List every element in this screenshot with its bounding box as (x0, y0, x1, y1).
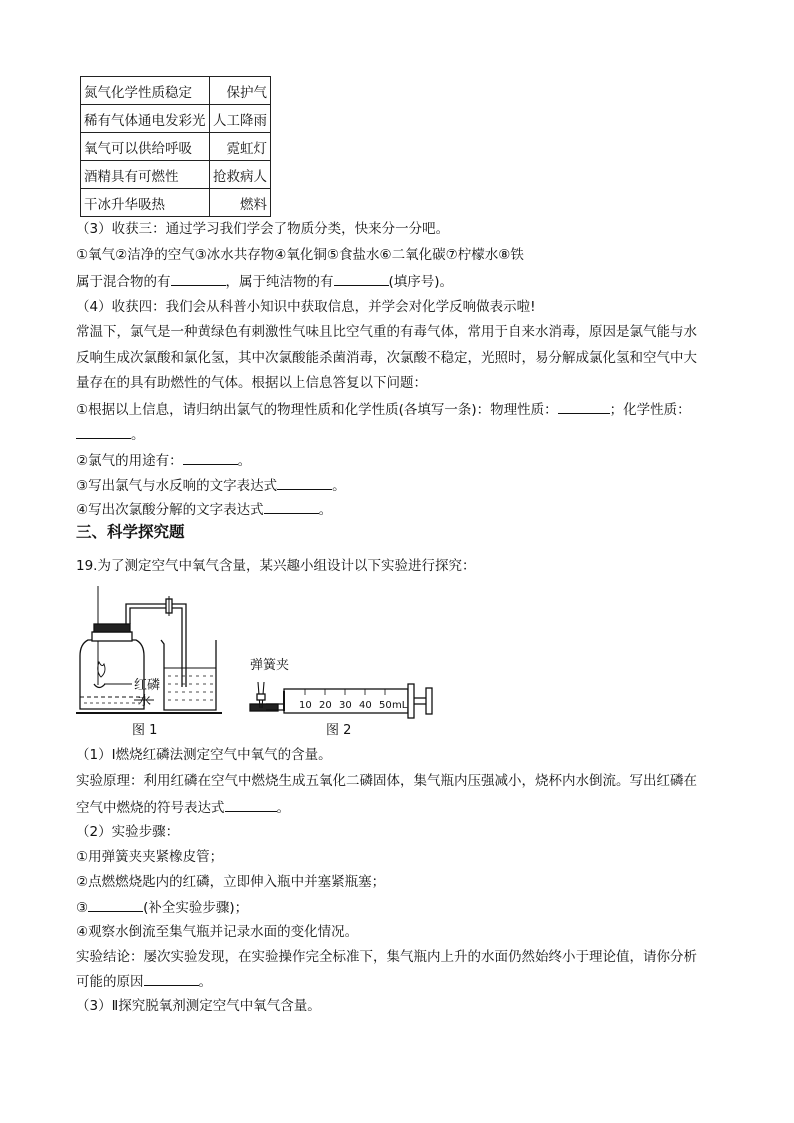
q4-paragraph-line: 常温下，氯气是一种黄绿色有刺激性气味且比空气重的有毒气体，常用于自来水消毒，原因是氯气能与水 (76, 324, 697, 340)
q4-sub4-end: 。 (318, 502, 333, 518)
table-cell-use: 燃料 (210, 189, 271, 217)
q19-part1-line2 (76, 797, 290, 818)
label-spring-clip: 弹簧夹 (250, 658, 290, 673)
q3-mix-prefix: 属于混合物的有 (76, 274, 171, 290)
answer-blank[interactable] (264, 499, 319, 514)
q19-part1-line2-end: 。 (276, 800, 290, 816)
q3-heading: （3）收获三：通过学习我们学会了物质分类，快来分一分吧。 (76, 221, 450, 237)
q4-sub1-mid: ；化学性质： (609, 402, 691, 418)
table-row (81, 133, 271, 161)
section-title: 三、科学探究题 (76, 523, 185, 541)
q3-mix-suffix: (填序号)。 (388, 274, 454, 290)
table-cell-use: 抢救病人 (210, 161, 271, 189)
q4-sub2-end: 。 (237, 453, 252, 469)
answer-blank[interactable] (76, 424, 131, 439)
q19-step3-prefix: ③ (76, 900, 89, 916)
table-cell-property: 干冰升华吸热 (81, 189, 210, 217)
q19-step3-suffix: (补全实验步骤)； (143, 900, 249, 916)
q19-intro: 19.为了测定空气中氧气含量，某兴趣小组设计以下实验进行探究： (76, 558, 476, 574)
table-row (81, 189, 271, 217)
scale-tick-label: 30 (339, 700, 352, 711)
q19-conclusion-line2-end: 。 (198, 974, 212, 990)
scale-tick-label: 50 (379, 700, 392, 711)
q19-conclusion-line2 (76, 971, 212, 992)
table-row (81, 105, 271, 133)
q19-part1-heading: （1）Ⅰ燃烧红磷法测定空气中氧气的含量。 (76, 747, 332, 763)
q4-paragraph-line: 量存在的具有助燃性的气体。根据以上信息答复以下问题： (76, 375, 427, 391)
figure-2-caption: 图 2 (326, 723, 352, 738)
q19-step4: ④观察水倒流至集气瓶并记录水面的变化情况。 (76, 924, 359, 940)
answer-blank[interactable] (334, 271, 389, 286)
q4-sub1 (76, 399, 691, 420)
answer-blank[interactable] (88, 897, 143, 912)
q4-sub4 (76, 499, 332, 520)
q4-sub1-end: 。 (131, 427, 145, 443)
q4-sub1-prefix: ①根据以上信息，请归纳出氯气的物理性质和化学性质(各填写一条)：物理性质： (76, 402, 558, 418)
figure-1-caption: 图 1 (132, 723, 158, 738)
table-cell-use: 人工降雨 (210, 105, 271, 133)
q4-sub3 (76, 475, 346, 496)
answer-blank[interactable] (558, 399, 610, 414)
scale-tick-label: 10 (299, 700, 312, 711)
q19-part3-heading: （3）Ⅱ探究脱氧剂测定空气中氧气含量。 (76, 998, 321, 1014)
q4-sub2-prefix: ②氯气的用途有： (76, 453, 183, 469)
q4-sub4-prefix: ④写出次氯酸分解的文字表达式 (76, 502, 264, 518)
table-cell-property: 酒精具有可燃性 (81, 161, 210, 189)
table-cell-use: 霓虹灯 (210, 133, 271, 161)
q3-items: ①氧气②洁净的空气③冰水共存物④氧化铜⑤食盐水⑥二氧化碳⑦柠檬水⑧铁 (76, 247, 524, 263)
table-cell-property: 氧气可以供给呼吸 (81, 133, 210, 161)
matching-table (80, 76, 271, 217)
q19-part2-heading: （2）实验步骤： (76, 824, 180, 840)
q3-answer-line (76, 271, 453, 292)
q19-step1: ①用弹簧夹夹紧橡皮管； (76, 849, 224, 865)
q3-mix-mid: ，属于纯洁物的有 (225, 274, 334, 290)
scale-tick-label: 40 (359, 700, 372, 711)
label-water: 水 (138, 694, 152, 709)
table-row (81, 77, 271, 105)
scale-tick-label: 20 (319, 700, 332, 711)
q19-step3 (76, 897, 248, 918)
table-cell-property: 稀有气体通电发彩光 (81, 105, 210, 133)
q4-heading: （4）收获四：我们会从科普小知识中获取信息，并学会对化学反响做表示啦! (76, 299, 536, 315)
table-row (81, 161, 271, 189)
q4-paragraph-line: 反响生成次氯酸和氯化氢，其中次氯酸能杀菌消毒，次氯酸不稳定，光照时，易分解成氯化氢和空气中大 (76, 350, 697, 366)
experiment-figure (74, 582, 444, 740)
answer-blank[interactable] (277, 475, 332, 490)
q4-sub1-cont (76, 424, 145, 445)
q4-sub3-prefix: ③写出氯气与水反响的文字表达式 (76, 478, 278, 494)
answer-blank[interactable] (171, 271, 226, 286)
q4-sub2 (76, 450, 251, 471)
scale-unit: mL (392, 700, 408, 711)
table-cell-use: 保护气 (210, 77, 271, 105)
answer-blank[interactable] (183, 450, 238, 465)
q4-sub3-end: 。 (332, 478, 346, 494)
q19-part1-line: 实验原理：利用红磷在空气中燃烧生成五氧化二磷固体，集气瓶内压强减小，烧杯内水倒流。写出红磷在 (76, 773, 697, 789)
answer-blank[interactable] (225, 797, 277, 812)
q19-step2: ②点燃燃烧匙内的红磷，立即伸入瓶中并塞紧瓶塞； (76, 874, 386, 890)
q19-conclusion: 实验结论：屡次实验发现，在实验操作完全标准下，集气瓶内上升的水面仍然始终小于理论值，请你分析 (76, 949, 697, 965)
q19-conclusion-line2-text: 可能的原因 (76, 974, 144, 990)
table-cell-property: 氮气化学性质稳定 (81, 77, 210, 105)
label-red-phosphorus: 红磷 (134, 678, 161, 693)
q19-part1-line2-text: 空气中燃烧的符号表达式 (76, 800, 225, 816)
answer-blank[interactable] (144, 971, 199, 986)
